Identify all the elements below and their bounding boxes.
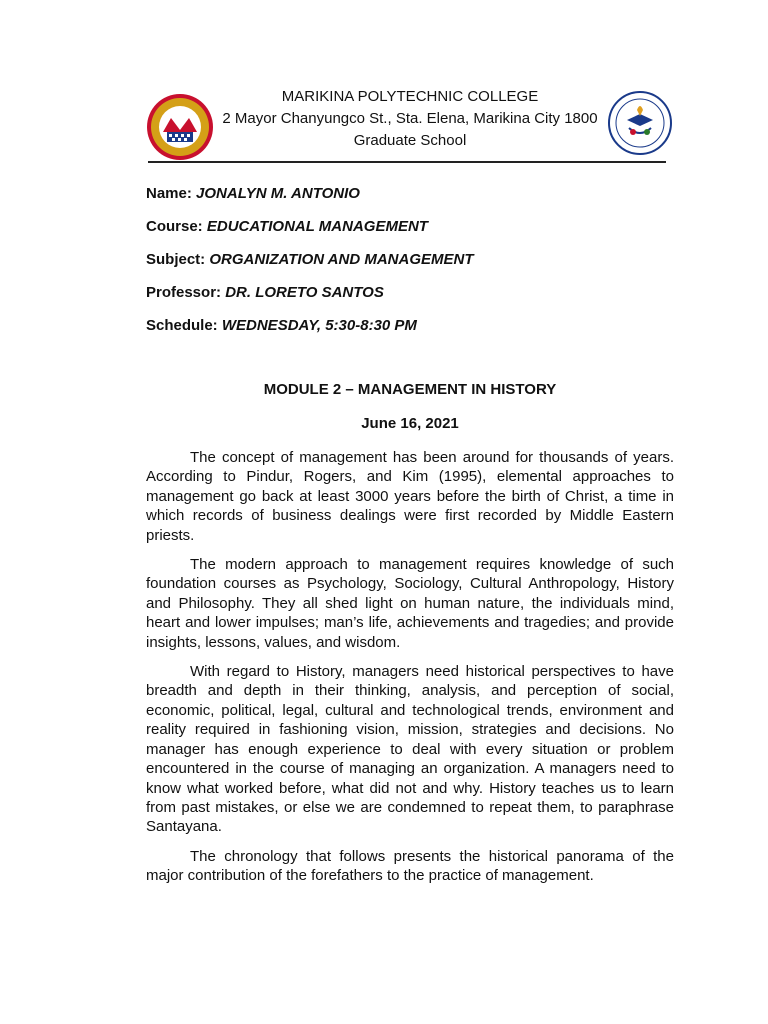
field-label: Professor:	[146, 284, 222, 301]
field-value: JONALYN M. ANTONIO	[196, 185, 360, 202]
field-label: Name:	[146, 185, 192, 202]
field-course	[146, 217, 686, 250]
field-name	[146, 184, 686, 217]
paragraph: The concept of management has been around for thousands of years. According to Pindur, Rogers, and Kim (1995), elemental approaches to management go back at least 3000 years before the birth of Christ, a time in which records of business dealings were first recorded by Middle Eastern priests.	[146, 449, 674, 544]
field-value: EDUCATIONAL MANAGEMENT	[206, 218, 428, 235]
field-schedule	[146, 316, 686, 349]
body-text	[146, 448, 674, 896]
field-value: DR. LORETO SANTOS	[225, 284, 384, 301]
module-date: June 16, 2021	[361, 415, 459, 432]
header-divider	[148, 161, 666, 163]
field-label: Subject:	[146, 251, 206, 268]
letterhead	[200, 86, 620, 152]
paragraph: With regard to History, managers need historical perspectives to have breadth and depth in their thinking, analysis, and perception of social, economic, political, legal, cultural and technological trends, environment and reality required in fashioning vision, mission, strategies and decisions. No manager has enough experience to deal with every situation or problem encountered in the course of managing an organization. A managers need to know what worked before, what did not and why. History teaches us to learn from past mistakes, or else we are condemned to repeat them, to paraphrase Santayana.	[146, 663, 674, 836]
field-label: Schedule:	[146, 317, 218, 334]
field-value: ORGANIZATION AND MANAGEMENT	[209, 251, 474, 268]
college-name: MARIKINA POLYTECHNIC COLLEGE	[281, 88, 539, 105]
paragraph: The chronology that follows presents the historical panorama of the major contribution of the forefathers to the practice of management.	[146, 847, 674, 885]
field-professor	[146, 283, 686, 316]
student-info	[146, 184, 686, 349]
field-value: WEDNESDAY, 5:30-8:30 PM	[221, 317, 417, 334]
field-subject	[146, 250, 686, 283]
paragraph: The modern approach to management requires knowledge of such foundation courses as Psychology, Sociology, Cultural Anthropology, History and Philosophy. They all shed light on human nature, the individuals mind, heart and lower impulses; man’s life, achievements and tragedies; and provide insights, lessons, values, and wisdom.	[146, 556, 674, 651]
school-name: Graduate School	[353, 132, 467, 149]
module-title: MODULE 2 – MANAGEMENT IN HISTORY	[263, 381, 557, 398]
college-address: 2 Mayor Chanyungco St., Sta. Elena, Marikina City 1800	[222, 110, 598, 127]
field-label: Course:	[146, 218, 203, 235]
